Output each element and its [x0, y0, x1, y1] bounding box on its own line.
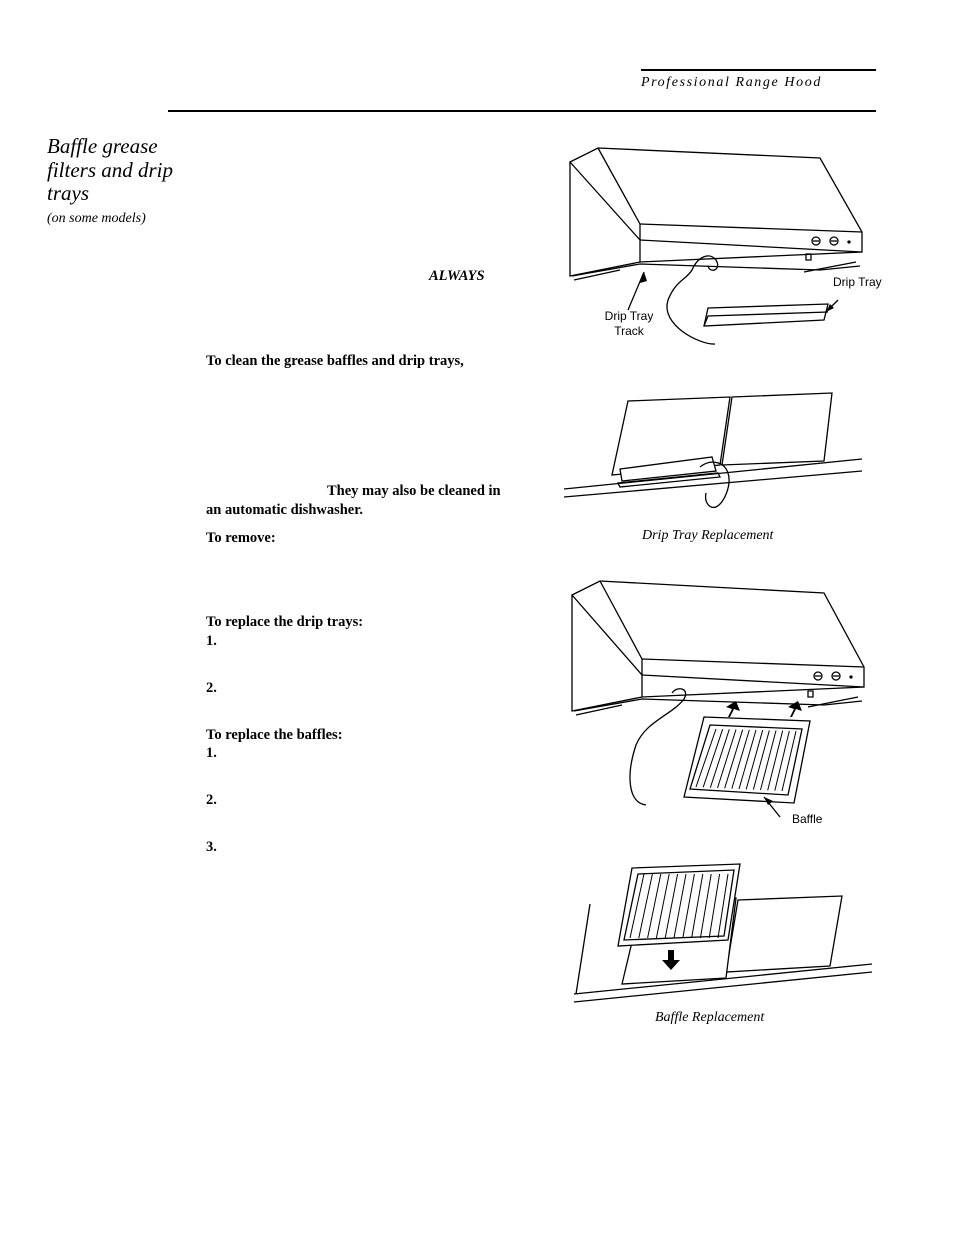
baffle-replacement-illustration — [570, 860, 875, 1010]
dishwasher-text-1: They may also be cleaned in — [327, 483, 501, 499]
baffle-caption: Baffle Replacement — [655, 1010, 765, 1025]
section-title: Baffle grease filters and drip trays — [47, 134, 174, 205]
baffle-step-1: 1. — [206, 745, 217, 761]
baffle-label: Baffle — [792, 812, 823, 826]
baffle-step-3: 3. — [206, 839, 217, 855]
hood-baffle-illustration — [560, 575, 880, 835]
tray-step-2: 2. — [206, 680, 217, 696]
drip-tray-track-label-line-1: Drip Tray — [604, 309, 654, 323]
replace-trays-heading: To replace the drip trays: — [206, 614, 364, 630]
clean-heading: To clean the grease baffles and drip trays, — [206, 353, 464, 369]
baffle-step-2: 2. — [206, 792, 217, 808]
section-subtitle: (on some models) — [47, 211, 146, 226]
drip-tray-track-label — [604, 309, 654, 339]
dishwasher-text-2: an automatic dishwasher. — [206, 502, 363, 518]
drip-tray-replacement-illustration — [560, 385, 870, 525]
always-text: ALWAYS — [429, 268, 485, 284]
drip-tray-track-label-line-2: Track — [614, 324, 644, 338]
drip-tray-caption: Drip Tray Replacement — [642, 528, 774, 543]
running-header: Professional Range Hood — [641, 75, 822, 90]
remove-heading: To remove: — [206, 530, 276, 546]
tray-step-1: 1. — [206, 633, 217, 649]
header-rule-long — [168, 110, 876, 112]
replace-baffles-heading: To replace the baffles: — [206, 727, 343, 743]
header-rule-short — [641, 69, 876, 71]
drip-tray-label: Drip Tray — [833, 275, 882, 289]
